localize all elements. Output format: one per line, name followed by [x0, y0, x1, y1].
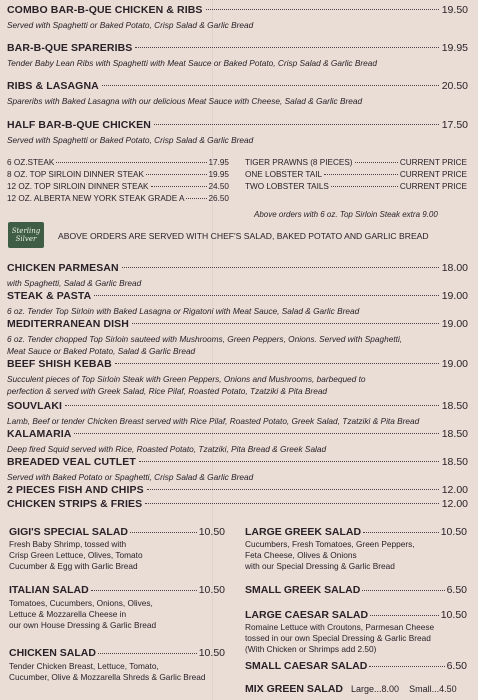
salad-description: (With Chicken or Shrimps add 2.50) — [245, 644, 377, 654]
steak-name: 12 OZ. ALBERTA NEW YORK STEAK GRADE A — [7, 194, 185, 203]
item-description: Deep fired Squid served with Rice, Roasted Potato, Tzatziki, Pita Bread & Greek Salad — [7, 444, 327, 454]
menu-item — [7, 290, 468, 302]
salad-price: 10.50 — [440, 609, 467, 621]
item-name: SOUVLAKI — [7, 400, 63, 412]
steak-price: 19.95 — [208, 170, 229, 179]
steak-price: 17.95 — [208, 158, 229, 167]
salad-description: Tomatoes, Cucumbers, Onions, Olives, — [9, 598, 153, 608]
salad-description: our own House Dressing & Garlic Bread — [9, 620, 157, 630]
item-description: 6 oz. Tender chopped Top Sirloin sauteed with Mushrooms, Green Peppers, Onions. Served with Spaghetti, — [7, 334, 403, 344]
salad-price: 6.50 — [446, 660, 467, 672]
menu-item — [7, 318, 468, 330]
item-description: Served with Baked Potato or Spaghetti, Crisp Salad & Garlic Bread — [7, 472, 254, 482]
item-name: 2 PIECES FISH AND CHIPS — [7, 484, 144, 496]
salad-description: Cucumber & Egg with Garlic Bread — [9, 561, 138, 571]
seafood-name: TWO LOBSTER TAILS — [245, 182, 329, 191]
seafood-name: TIGER PRAWNS (8 PIECES) — [245, 158, 353, 167]
salad-name: GIGI'S SPECIAL SALAD — [9, 526, 128, 538]
steak-item — [7, 170, 229, 179]
steak-name: 8 OZ. TOP SIRLOIN DINNER STEAK — [7, 170, 144, 179]
large-price: Large...8.00 — [351, 684, 400, 694]
salad-price: 10.50 — [440, 526, 467, 538]
salad-description: Fresh Baby Shrimp, tossed with — [9, 539, 127, 549]
item-description: 6 oz. Tender Top Sirloin with Baked Lasagna or Rigatoni with Meat Sauce, Salad & Garlic Bread — [7, 306, 360, 316]
item-price: 19.00 — [441, 318, 468, 330]
item-name: BEEF SHISH KEBAB — [7, 358, 112, 370]
menu-item — [7, 456, 468, 468]
item-name: BAR-B-QUE SPARERIBS — [7, 42, 133, 54]
item-description: Spareribs with Baked Lasagna with our delicious Meat Sauce with Cheese, Salad & Garlic Bread — [7, 96, 363, 106]
steak-item — [7, 182, 229, 191]
salad-price: 6.50 — [446, 584, 467, 596]
item-name: CHICKEN STRIPS & FRIES — [7, 498, 143, 510]
menu-item — [7, 262, 468, 274]
salad-name: MIX GREEN SALAD — [245, 683, 344, 695]
item-price: 17.50 — [441, 119, 468, 131]
steak-name: 6 OZ.STEAK — [7, 158, 55, 167]
seafood-price: CURRENT PRICE — [399, 158, 467, 167]
menu-item — [7, 428, 468, 440]
seafood-price: CURRENT PRICE — [399, 170, 467, 179]
salad-name: LARGE GREEK SALAD — [245, 526, 362, 538]
logo-line-2: Silver — [15, 235, 37, 243]
seafood-price: CURRENT PRICE — [399, 182, 467, 191]
menu-item — [7, 484, 468, 496]
item-price: 18.50 — [441, 400, 468, 412]
item-price: 12.00 — [441, 498, 468, 510]
seafood-item — [245, 158, 467, 167]
salad-description: with our Special Dressing & Garlic Bread — [245, 561, 395, 571]
sterling-silver-logo — [8, 222, 44, 248]
steak-item — [7, 158, 229, 167]
small-price: Small...4.50 — [409, 684, 457, 694]
salad-item — [9, 647, 225, 659]
item-description: Served with Spaghetti or Baked Potato, Crisp Salad & Garlic Bread — [7, 20, 254, 30]
item-price: 19.95 — [441, 42, 468, 54]
salad-item — [245, 584, 467, 596]
item-description: with Spaghetti, Salad & Garlic Bread — [7, 278, 142, 288]
logo-line-1: Sterling — [11, 227, 41, 235]
item-description: Meat Sauce or Baked Potato, Salad & Garlic Bread — [7, 346, 196, 356]
salad-item — [245, 660, 467, 672]
item-price: 12.00 — [441, 484, 468, 496]
salad-name: CHICKEN SALAD — [9, 647, 96, 659]
salad-name: ITALIAN SALAD — [9, 584, 89, 596]
steak-price: 24.50 — [208, 182, 229, 191]
menu-item — [7, 80, 468, 92]
salad-description: Crisp Green Lettuce, Olives, Tomato — [9, 550, 143, 560]
salad-description: Lettuce & Mozzarella Cheese in — [9, 609, 127, 619]
steak-note: Above orders with 6 oz. Top Sirloin Steak extra 9.00 — [254, 210, 438, 219]
menu-item — [7, 358, 468, 370]
item-name: COMBO BAR-B-QUE CHICKEN & RIBS — [7, 4, 203, 16]
menu-item — [7, 498, 468, 510]
item-description: perfection & served with Greek Salad, Rice Pilaf, Roasted Potato, Tzatziki & Pita Bread — [7, 386, 328, 396]
item-price: 18.00 — [441, 262, 468, 274]
seafood-item — [245, 170, 467, 179]
salad-description: Romaine Lettuce with Croutons, Parmesan Cheese — [245, 622, 435, 632]
item-description: Succulent pieces of Top Sirloin Steak with Green Peppers, Onions and Mushrooms, barbequed to — [7, 374, 366, 384]
mix-green-salad — [245, 683, 467, 695]
salad-description: Feta Cheese, Olives & Onions — [245, 550, 357, 560]
salad-description: Cucumbers, Fresh Tomatoes, Green Peppers, — [245, 539, 415, 549]
salad-item — [9, 526, 225, 538]
menu-item — [7, 42, 468, 54]
item-name: MEDITERRANEAN DISH — [7, 318, 129, 330]
item-description: Served with Spaghetti or Baked Potato, Crisp Salad & Garlic Bread — [7, 135, 254, 145]
salad-item — [245, 526, 467, 538]
item-description: Tender Baby Lean Ribs with Spaghetti with Meat Sauce or Baked Potato, Crisp Salad & Garlic Bread — [7, 58, 378, 68]
served-with-banner: ABOVE ORDERS ARE SERVED WITH CHEF'S SALAD, BAKED POTATO AND GARLIC BREAD — [58, 231, 429, 241]
seafood-name: ONE LOBSTER TAIL — [245, 170, 323, 179]
item-price: 19.50 — [441, 4, 468, 16]
menu-item — [7, 400, 468, 412]
item-name: HALF BAR-B-QUE CHICKEN — [7, 119, 151, 131]
item-name: BREADED VEAL CUTLET — [7, 456, 136, 468]
salad-price: 10.50 — [198, 526, 225, 538]
salad-price: 10.50 — [198, 584, 225, 596]
seafood-item — [245, 182, 467, 191]
item-price: 19.00 — [441, 290, 468, 302]
salad-item — [245, 609, 467, 621]
salad-description: tossed in our own Special Dressing & Garlic Bread — [245, 633, 431, 643]
steak-name: 12 OZ. TOP SIRLOIN DINNER STEAK — [7, 182, 149, 191]
item-name: RIBS & LASAGNA — [7, 80, 99, 92]
item-price: 20.50 — [441, 80, 468, 92]
salad-name: SMALL GREEK SALAD — [245, 584, 361, 596]
salad-name: LARGE CAESAR SALAD — [245, 609, 369, 621]
salad-description: Tender Chicken Breast, Lettuce, Tomato, — [9, 661, 159, 671]
menu-item — [7, 119, 468, 131]
item-name: CHICKEN PARMESAN — [7, 262, 119, 274]
item-price: 18.50 — [441, 456, 468, 468]
salad-item — [9, 584, 225, 596]
item-price: 19.00 — [441, 358, 468, 370]
salad-price: 10.50 — [198, 647, 225, 659]
salad-name: SMALL CAESAR SALAD — [245, 660, 368, 672]
item-price: 18.50 — [441, 428, 468, 440]
item-name: KALAMARIA — [7, 428, 72, 440]
item-description: Lamb, Beef or tender Chicken Breast served with Rice Pilaf, Roasted Potato, Greek Salad, Tzatziki & Pita Bread — [7, 416, 420, 426]
steak-item — [7, 194, 229, 203]
item-name: STEAK & PASTA — [7, 290, 92, 302]
salad-description: Cucumber, Olive & Mozzarella Shreds & Garlic Bread — [9, 672, 206, 682]
steak-price: 26.50 — [208, 194, 229, 203]
menu-item — [7, 4, 468, 16]
